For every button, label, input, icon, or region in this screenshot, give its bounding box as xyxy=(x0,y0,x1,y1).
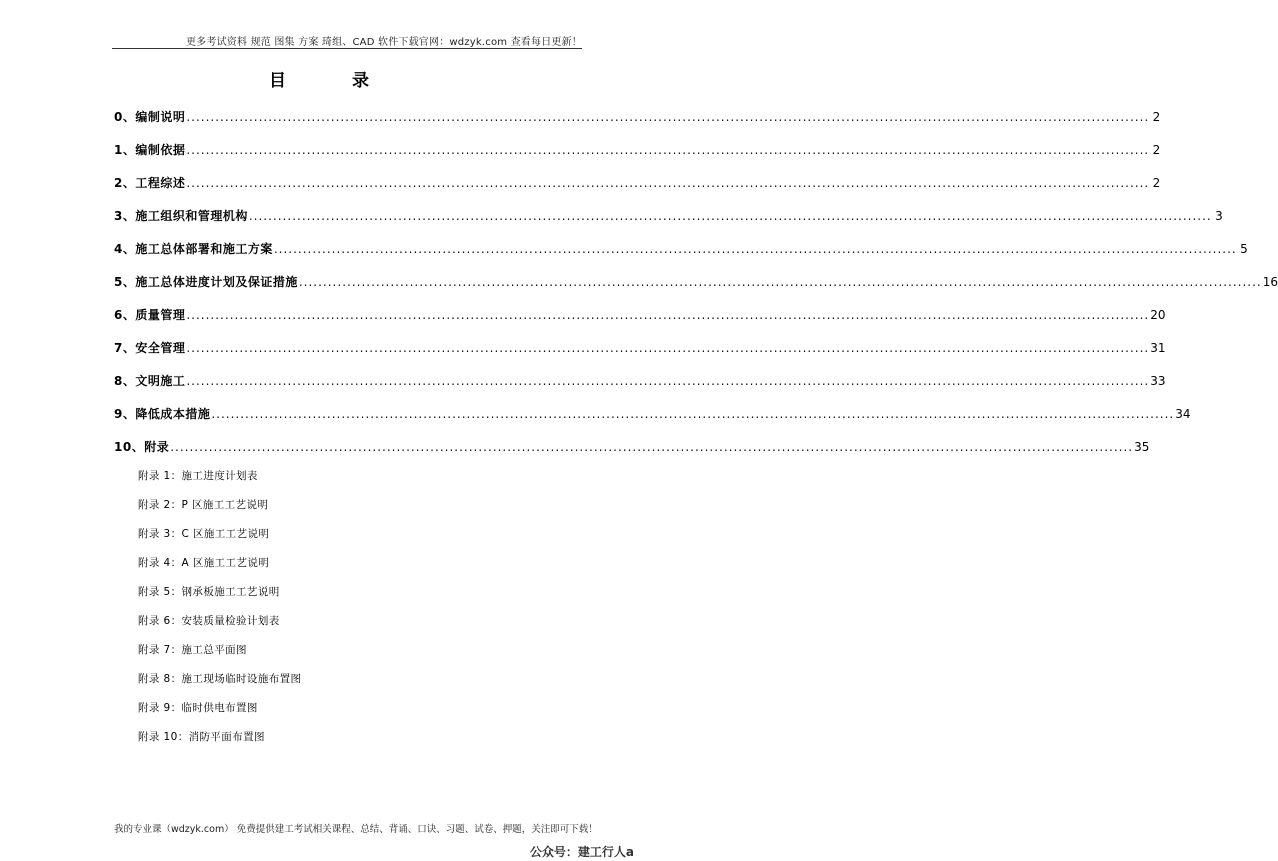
toc-entry[interactable] xyxy=(114,438,1150,471)
toc-leader-dots: ........................................................................................................................................................................................................ xyxy=(186,341,1150,355)
toc-entry-label: 3、施工组织和管理机构 xyxy=(114,209,248,223)
toc-entry[interactable] xyxy=(114,240,1248,273)
toc-entry-page: 3 xyxy=(1215,209,1223,223)
toc-entry[interactable] xyxy=(114,108,1161,141)
toc-entry-label: 5、施工总体进度计划及保证措施 xyxy=(114,275,298,289)
appendix-item[interactable]: 附录 1：施工进度计划表 xyxy=(138,470,258,482)
toc-entry-page: 31 xyxy=(1150,341,1166,355)
toc-entry[interactable] xyxy=(114,405,1191,438)
toc-leader-dots: ........................................................................................................................................................................................................ xyxy=(248,209,1212,223)
toc-entry[interactable] xyxy=(114,174,1161,207)
appendix-list xyxy=(138,468,301,758)
toc-entry-label: 0、编制说明 xyxy=(114,110,186,124)
toc-entry-label: 1、编制依据 xyxy=(114,143,186,157)
toc-entry-page: 2 xyxy=(1152,143,1161,157)
appendix-item[interactable]: 附录 8：施工现场临时设施布置图 xyxy=(138,673,302,685)
toc-entry-label: 2、工程综述 xyxy=(114,176,186,190)
appendix-item[interactable]: 附录 3：C 区施工工艺说明 xyxy=(138,528,270,540)
toc-entry-page: 33 xyxy=(1150,374,1166,388)
toc-entry-page: 5 xyxy=(1240,242,1248,256)
toc-leader-dots: ........................................................................................................................................................................................................ xyxy=(211,407,1175,421)
toc-entry[interactable] xyxy=(114,141,1161,174)
toc-entry-label: 10、附录 xyxy=(114,440,170,454)
toc-leader-dots: ........................................................................................................................................................................................................ xyxy=(186,110,1150,124)
appendix-item[interactable]: 附录 2：P 区施工工艺说明 xyxy=(138,499,269,511)
toc-leader-dots: ........................................................................................................................................................................................................ xyxy=(170,440,1134,454)
toc-entry[interactable] xyxy=(114,339,1166,372)
appendix-item[interactable]: 附录 10：消防平面布置图 xyxy=(138,731,265,743)
toc-entry[interactable] xyxy=(114,207,1223,240)
toc-leader-dots: ........................................................................................................................................................................................................ xyxy=(186,308,1150,322)
toc-leader-dots: ........................................................................................................................................................................................................ xyxy=(273,242,1237,256)
appendix-item[interactable]: 附录 5：钢承板施工工艺说明 xyxy=(138,586,280,598)
toc-entry-page: 20 xyxy=(1150,308,1166,322)
toc-leader-dots: ........................................................................................................................................................................................................ xyxy=(186,374,1150,388)
toc-entry[interactable] xyxy=(114,306,1166,339)
header-divider xyxy=(112,48,582,49)
toc-leader-dots: ........................................................................................................................................................................................................ xyxy=(186,176,1150,190)
toc-entry-page: 34 xyxy=(1175,407,1191,421)
toc-entry-label: 7、安全管理 xyxy=(114,341,186,355)
page-footer-text: 我的专业课（wdzyk.com） 免费提供建工考试相关课程、总结、背诵、口诀、习题、试卷、押题，关注即可下载！ xyxy=(114,824,598,835)
toc-leader-dots: ........................................................................................................................................................................................................ xyxy=(186,143,1150,157)
appendix-item[interactable]: 附录 4：A 区施工工艺说明 xyxy=(138,557,270,569)
appendix-item[interactable]: 附录 7：施工总平面图 xyxy=(138,644,247,656)
toc-entry-page: 2 xyxy=(1152,110,1161,124)
page-header-text: 更多考试资料 规范 图集 方案 琦组、CAD 软件下载官网：wdzyk.com 查看每日更新！ xyxy=(185,37,582,48)
toc-entry-label: 8、文明施工 xyxy=(114,374,186,388)
toc-entry[interactable] xyxy=(114,273,1278,306)
toc-entry-label: 9、降低成本措施 xyxy=(114,407,211,421)
toc-leader-dots: ........................................................................................................................................................................................................ xyxy=(298,275,1262,289)
toc-entry-page: 35 xyxy=(1134,440,1150,454)
page-title: 目 录 xyxy=(269,71,399,91)
toc-entry-label: 6、质量管理 xyxy=(114,308,186,322)
toc-entry-page: 2 xyxy=(1152,176,1161,190)
appendix-item[interactable]: 附录 9：临时供电布置图 xyxy=(138,702,258,714)
toc-entry-page: 16 xyxy=(1262,275,1278,289)
toc-entry-label: 4、施工总体部署和施工方案 xyxy=(114,242,273,256)
appendix-item[interactable]: 附录 6：安装质量检验计划表 xyxy=(138,615,280,627)
watermark-text: 公众号：建工行人a xyxy=(529,845,634,859)
toc-entry[interactable] xyxy=(114,372,1166,405)
table-of-contents xyxy=(114,108,1278,471)
